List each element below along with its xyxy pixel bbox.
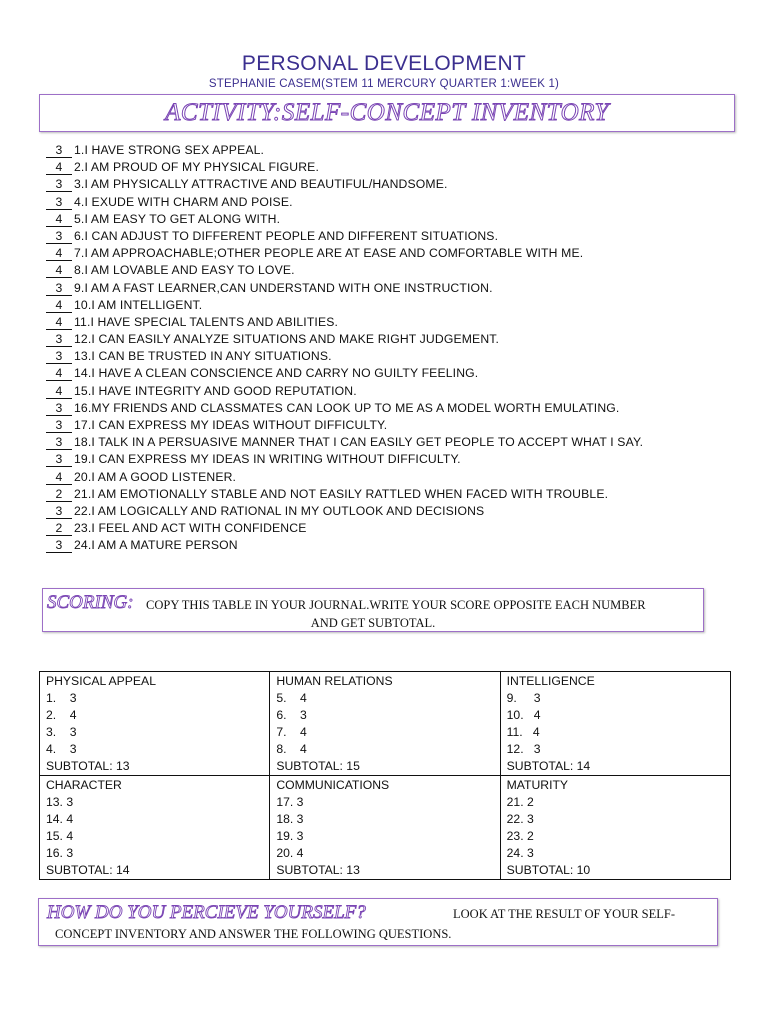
category-item-score: 17. 3 xyxy=(276,795,304,809)
item-statement: 14.I HAVE A CLEAN CONSCIENCE AND CARRY NO GUILTY FEELING. xyxy=(74,366,479,381)
category-item-score: 7. 4 xyxy=(276,725,307,739)
item-score: 3 xyxy=(46,144,72,158)
item-score: 3 xyxy=(46,230,72,244)
inventory-item xyxy=(46,417,746,434)
inventory-item xyxy=(46,194,746,211)
item-statement: 23.I FEEL AND ACT WITH CONFIDENCE xyxy=(74,521,307,536)
inventory-item xyxy=(46,520,746,537)
item-score: 3 xyxy=(46,178,72,192)
inventory-list xyxy=(46,142,746,555)
inventory-item xyxy=(46,451,746,468)
score-category-cell xyxy=(270,672,500,776)
score-category-cell xyxy=(500,776,730,880)
category-subtotal: SUBTOTAL: 13 xyxy=(46,759,130,773)
item-statement: 19.I CAN EXPRESS MY IDEAS IN WRITING WITHOUT DIFFICULTY. xyxy=(74,452,461,467)
category-subtotal: SUBTOTAL: 15 xyxy=(276,759,360,773)
category-name: HUMAN RELATIONS xyxy=(276,674,393,688)
item-statement: 8.I AM LOVABLE AND EASY TO LOVE. xyxy=(74,263,295,278)
item-score: 3 xyxy=(46,419,72,433)
inventory-item xyxy=(46,245,746,262)
category-item-score: 9. 3 xyxy=(506,691,541,705)
inventory-item xyxy=(46,383,746,400)
category-name: COMMUNICATIONS xyxy=(276,778,390,792)
page-title: PERSONAL DEVELOPMENT xyxy=(241,52,527,75)
inventory-item xyxy=(46,365,746,382)
item-statement: 12.I CAN EASILY ANALYZE SITUATIONS AND MAKE RIGHT JUDGEMENT. xyxy=(74,332,500,347)
category-item-score: 14. 4 xyxy=(46,812,74,826)
item-score: 4 xyxy=(46,299,72,313)
category-item-score: 20. 4 xyxy=(276,846,304,860)
item-score: 4 xyxy=(46,471,72,485)
item-statement: 4.I EXUDE WITH CHARM AND POISE. xyxy=(74,194,293,209)
inventory-item xyxy=(46,348,746,365)
category-item-score: 12. 3 xyxy=(506,742,541,756)
item-score: 4 xyxy=(46,213,72,227)
category-item-score: 6. 3 xyxy=(276,708,307,722)
item-score: 3 xyxy=(46,436,72,450)
inventory-item xyxy=(46,331,746,348)
item-statement: 18.I TALK IN A PERSUASIVE MANNER THAT I CAN EASILY GET PEOPLE TO ACCEPT WHAT I SAY. xyxy=(74,435,644,450)
item-score: 2 xyxy=(46,522,72,536)
item-statement: 5.I AM EASY TO GET ALONG WITH. xyxy=(74,211,281,226)
score-table-row xyxy=(40,776,731,880)
activity-title: ACTIVITY:SELF-CONCEPT INVENTORY xyxy=(165,99,609,126)
category-subtotal: SUBTOTAL: 14 xyxy=(506,759,591,773)
inventory-item xyxy=(46,469,746,486)
inventory-item xyxy=(46,262,746,279)
category-item-score: 3. 3 xyxy=(46,725,77,739)
item-statement: 13.I CAN BE TRUSTED IN ANY SITUATIONS. xyxy=(74,349,332,364)
score-table-row xyxy=(40,672,731,776)
item-score: 3 xyxy=(46,333,72,347)
inventory-item xyxy=(46,400,746,417)
scoring-box xyxy=(42,588,704,632)
category-item-score: 2. 4 xyxy=(46,708,77,722)
category-item-score: 4. 3 xyxy=(46,742,77,756)
category-item-score: 1. 3 xyxy=(46,691,77,705)
inventory-item xyxy=(46,314,746,331)
item-score: 4 xyxy=(46,264,72,278)
perceive-box xyxy=(38,898,718,946)
category-item-score: 15. 4 xyxy=(46,829,74,843)
inventory-item xyxy=(46,159,746,176)
item-score: 4 xyxy=(46,247,72,261)
item-statement: 6.I CAN ADJUST TO DIFFERENT PEOPLE AND DIFFERENT SITUATIONS. xyxy=(74,228,499,243)
perceive-label: HOW DO YOU PERCIEVE YOURSELF? xyxy=(47,902,366,923)
item-statement: 16.MY FRIENDS AND CLASSMATES CAN LOOK UP TO ME AS A MODEL WORTH EMULATING. xyxy=(74,400,620,415)
category-name: INTELLIGENCE xyxy=(506,674,595,688)
inventory-item xyxy=(46,486,746,503)
score-table xyxy=(39,671,731,880)
item-score: 3 xyxy=(46,505,72,519)
inventory-item xyxy=(46,228,746,245)
item-statement: 10.I AM INTELLIGENT. xyxy=(74,297,203,312)
inventory-item xyxy=(46,434,746,451)
activity-title-box xyxy=(39,94,735,132)
item-score: 3 xyxy=(46,350,72,364)
category-item-score: 21. 2 xyxy=(506,795,534,809)
item-score: 3 xyxy=(46,282,72,296)
item-statement: 1.I HAVE STRONG SEX APPEAL. xyxy=(74,143,265,157)
item-statement: 2.I AM PROUD OF MY PHYSICAL FIGURE. xyxy=(74,160,319,175)
item-statement: 24.I AM A MATURE PERSON xyxy=(74,538,238,553)
perceive-instruction-line1: LOOK AT THE RESULT OF YOUR SELF- xyxy=(453,907,676,921)
category-subtotal: SUBTOTAL: 14 xyxy=(46,863,130,877)
score-category-cell xyxy=(500,672,730,776)
item-score: 4 xyxy=(46,367,72,381)
scoring-instruction-line1: COPY THIS TABLE IN YOUR JOURNAL.WRITE YOUR SCORE OPPOSITE EACH NUMBER xyxy=(146,598,646,612)
item-statement: 20.I AM A GOOD LISTENER. xyxy=(74,469,237,484)
item-statement: 15.I HAVE INTEGRITY AND GOOD REPUTATION. xyxy=(74,383,357,398)
inventory-item xyxy=(46,176,746,193)
item-statement: 9.I AM A FAST LEARNER,CAN UNDERSTAND WITH ONE INSTRUCTION. xyxy=(74,280,493,295)
item-score: 3 xyxy=(46,539,72,553)
score-category-cell xyxy=(40,776,270,880)
category-item-score: 19. 3 xyxy=(276,829,304,843)
item-score: 4 xyxy=(46,385,72,399)
category-name: PHYSICAL APPEAL xyxy=(46,674,156,688)
item-score: 3 xyxy=(46,453,72,467)
item-score: 3 xyxy=(46,196,72,210)
category-name: MATURITY xyxy=(506,778,569,792)
item-score: 2 xyxy=(46,488,72,502)
score-category-cell xyxy=(40,672,270,776)
category-item-score: 16. 3 xyxy=(46,846,74,860)
category-item-score: 24. 3 xyxy=(506,846,534,860)
item-score: 4 xyxy=(46,161,72,175)
category-name: CHARACTER xyxy=(46,778,122,792)
category-subtotal: SUBTOTAL: 13 xyxy=(276,863,360,877)
category-item-score: 10. 4 xyxy=(506,708,541,722)
category-item-score: 5. 4 xyxy=(276,691,307,705)
item-statement: 7.I AM APPROACHABLE;OTHER PEOPLE ARE AT EASE AND COMFORTABLE WITH ME. xyxy=(74,246,584,261)
perceive-instruction-line2: CONCEPT INVENTORY AND ANSWER THE FOLLOWING QUESTIONS. xyxy=(55,927,452,941)
category-item-score: 22. 3 xyxy=(506,812,534,826)
inventory-item xyxy=(46,211,746,228)
category-item-score: 13. 3 xyxy=(46,795,74,809)
inventory-item xyxy=(46,537,746,554)
inventory-item xyxy=(46,297,746,314)
inventory-item xyxy=(46,142,746,159)
category-item-score: 18. 3 xyxy=(276,812,304,826)
item-score: 3 xyxy=(46,402,72,416)
score-category-cell xyxy=(270,776,500,880)
scoring-instruction-line2: AND GET SUBTOTAL. xyxy=(310,616,436,630)
inventory-item xyxy=(46,503,746,520)
page-subtitle: STEPHANIE CASEM(STEM 11 MERCURY QUARTER 1:WEEK 1) xyxy=(208,78,560,90)
scoring-label: SCORING: xyxy=(47,592,134,613)
category-item-score: 11. 4 xyxy=(506,725,540,739)
item-statement: 17.I CAN EXPRESS MY IDEAS WITHOUT DIFFICULTY. xyxy=(74,418,388,432)
item-score: 4 xyxy=(46,316,72,330)
item-statement: 3.I AM PHYSICALLY ATTRACTIVE AND BEAUTIFUL/HANDSOME. xyxy=(74,177,448,192)
item-statement: 22.I AM LOGICALLY AND RATIONAL IN MY OUTLOOK AND DECISIONS xyxy=(74,503,485,518)
inventory-item xyxy=(46,280,746,297)
item-statement: 11.I HAVE SPECIAL TALENTS AND ABILITIES. xyxy=(74,314,339,329)
category-subtotal: SUBTOTAL: 10 xyxy=(506,863,591,877)
item-statement: 21.I AM EMOTIONALLY STABLE AND NOT EASILY RATTLED WHEN FACED WITH TROUBLE. xyxy=(74,486,609,501)
category-item-score: 8. 4 xyxy=(276,742,307,756)
category-item-score: 23. 2 xyxy=(506,829,534,843)
